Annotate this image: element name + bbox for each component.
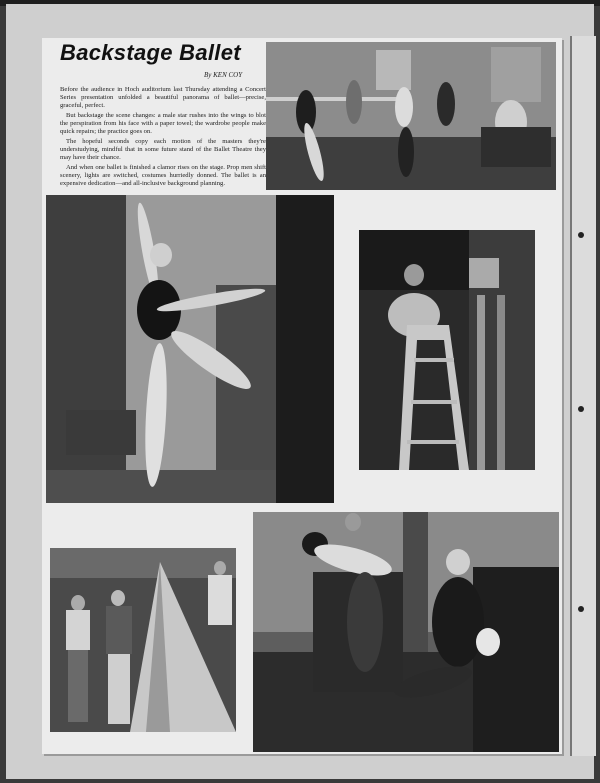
binder-hole [578,406,584,412]
photo-dancers-resting [253,512,559,752]
article-paragraph: The hopeful seconds copy each motion of the masters they're understudying, mindful that in some future stand of the Ballet Theatre they may have their chance. [60,138,266,161]
photo-scenery-crew [50,548,236,732]
photo-ladder-stagehand [359,230,535,470]
photo-rehearsal [266,42,556,190]
article-body [60,86,266,190]
page-title: Backstage Ballet [60,40,241,65]
binder-hole [578,606,584,612]
article-paragraph: And when one ballet is finished a clamor rises on the stage. Prop men shift scenery, lights are switched, costumes hurriedly donned. The ballet is an expensive dedication—and all-inclusive background planning. [60,164,266,187]
photo-dancer-pose [46,195,334,503]
binder-hole [578,232,584,238]
article-paragraph: Before the audience in Hoch auditorium last Thursday attending a Concert Series presentation unfolded a beautiful panorama of ballet—precise, graceful, perfect. [60,86,266,109]
next-page-edge [570,36,596,756]
article-paragraph: But backstage the scene changes: a male star rushes into the wings to blot the perspiration from his face with a paper towel; the wardrobe people make quick repairs; the practice goes on. [60,112,266,135]
byline: By KEN COY [204,71,243,79]
